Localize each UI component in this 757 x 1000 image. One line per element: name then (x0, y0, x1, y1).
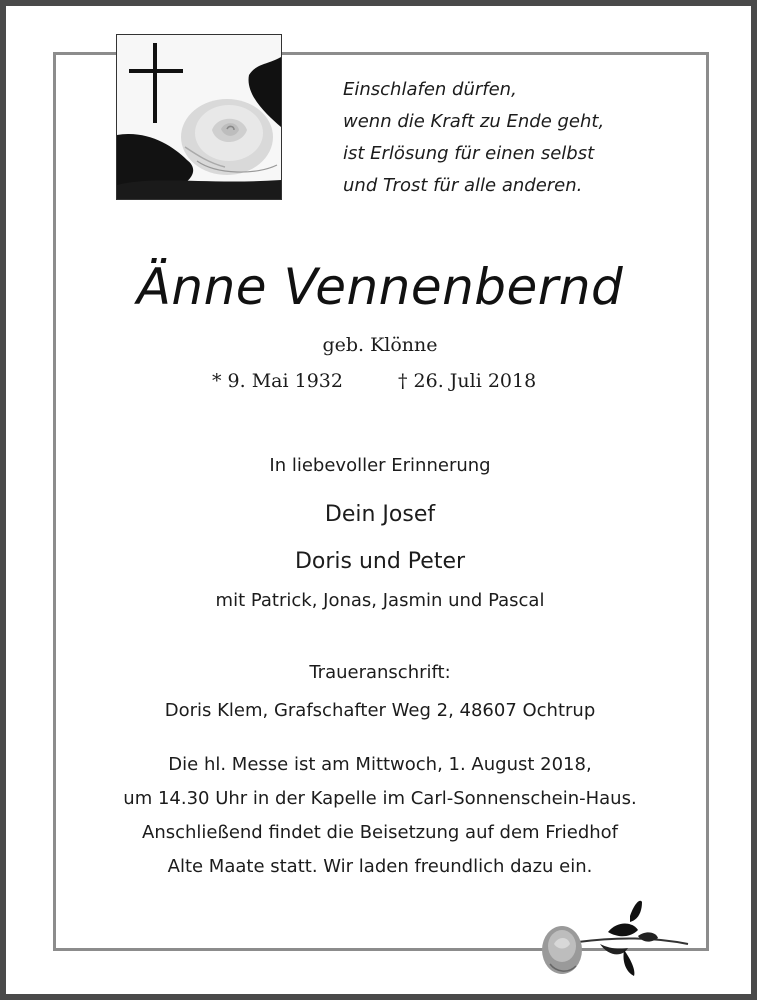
service-line: Alte Maate statt. Wir laden freundlich dazu ein. (167, 856, 593, 877)
children-names: Doris und Peter (294, 549, 466, 574)
rose-icon (538, 892, 698, 980)
birth-date: * 9. Mai 1932 (212, 370, 343, 392)
quote-line: wenn die Kraft zu Ende geht, (343, 111, 605, 132)
quote-line: ist Erlösung für einen selbst (343, 143, 595, 164)
grandchildren-names: mit Patrick, Jonas, Jasmin und Pascal (215, 590, 545, 611)
birth-name: geb. Klönne (322, 334, 438, 356)
cross-rose-image (116, 34, 282, 200)
address-label: Traueranschrift: (309, 662, 451, 683)
spouse-name: Dein Josef (324, 502, 436, 527)
service-info (60, 748, 700, 884)
remembrance-text: In liebevoller Erinnerung (269, 455, 491, 476)
cross-icon (117, 35, 281, 199)
mourning-address: Doris Klem, Grafschafter Weg 2, 48607 Ochtrup (164, 700, 596, 721)
service-line: Die hl. Messe ist am Mittwoch, 1. August 2018, (168, 754, 592, 775)
service-line: Anschließend findet die Beisetzung auf dem Friedhof (142, 822, 618, 843)
service-line: um 14.30 Uhr in der Kapelle im Carl-Sonnenschein-Haus. (123, 788, 637, 809)
quote-line: Einschlafen dürfen, (343, 79, 517, 100)
quote (343, 74, 673, 202)
deceased-name: Änne Vennenbernd (136, 258, 624, 316)
quote-line: und Trost für alle anderen. (343, 175, 583, 196)
death-date: † 26. Juli 2018 (398, 370, 537, 392)
